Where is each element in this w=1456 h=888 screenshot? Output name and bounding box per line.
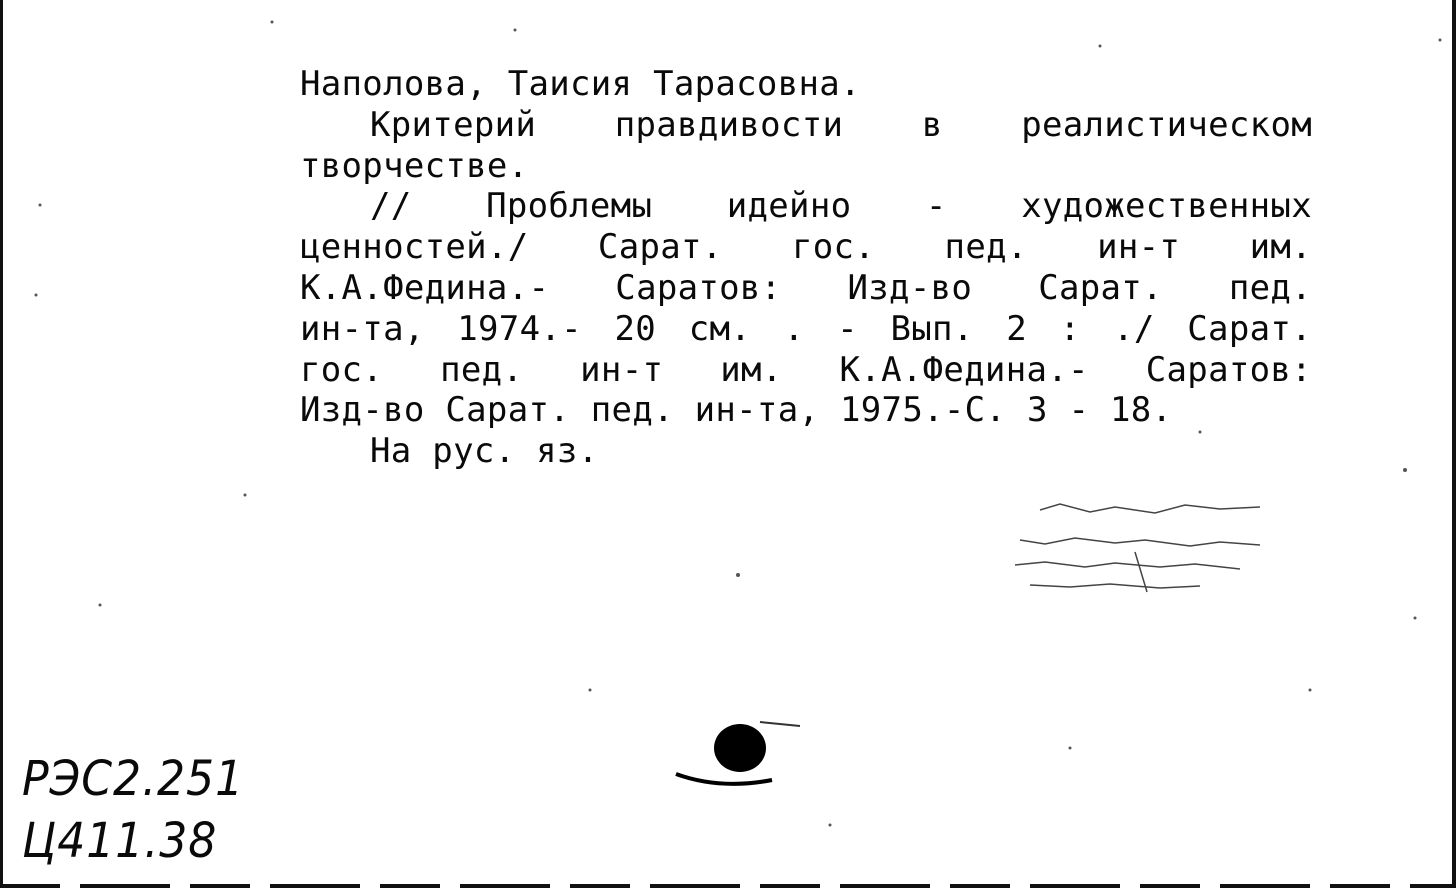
entry-word: пед. [440, 349, 524, 390]
entry-word: Саратов: [1145, 349, 1312, 390]
entry-word: Сарат. [597, 227, 723, 268]
entry-word: Изд-во [847, 267, 973, 308]
entry-word: см. [688, 308, 752, 349]
entry-word: // [370, 186, 412, 227]
entry-word: . [783, 308, 805, 349]
entry-word: 1974.- [457, 308, 582, 349]
entry-word: ценностей./ [300, 227, 529, 268]
entry-word: гос. [300, 349, 384, 390]
entry-word: реалистическом [1021, 104, 1312, 145]
entry-word: : [1059, 308, 1081, 349]
entry-word: К.А.Федина.- [300, 267, 550, 308]
entry-word: Сарат. [1187, 308, 1312, 349]
entry-word: идейно [726, 186, 852, 227]
dust-specks [35, 21, 1442, 827]
entry-word: ин-та, [300, 308, 425, 349]
entry-word: ин-т [580, 349, 664, 390]
entry-word: художественных [1021, 186, 1312, 227]
entry-word: 2 [1006, 308, 1028, 349]
entry-word: им. [1249, 227, 1312, 268]
ink-blot [714, 724, 766, 772]
entry-line: На рус. яз. [370, 431, 599, 472]
entry-word: правдивости [614, 104, 844, 145]
entry-word: Сарат. [1038, 267, 1163, 308]
call-number-line-2: Ц411.38 [22, 813, 218, 869]
entry-word: Критерий [370, 104, 537, 145]
entry-word: ./ [1113, 308, 1155, 349]
entry-word: - [837, 308, 858, 349]
blot-smear [676, 774, 772, 784]
entry-word: - [925, 186, 947, 227]
entry-word: им. [720, 349, 783, 390]
entry-word: пед. [1228, 267, 1312, 308]
entry-line: Наполова, Таисия Тарасовна. [300, 64, 861, 104]
entry-word: пед. [944, 227, 1028, 268]
entry-word: Проблемы [486, 186, 653, 227]
entry-word: Саратов: [615, 267, 782, 308]
entry-word: в [921, 104, 943, 145]
entry-word: гос. [792, 227, 876, 268]
entry-word: К.А.Федина.- [839, 349, 1089, 390]
entry-line: Изд-во Сарат. пед. ин-та, 1975.-С. 3 - 18. [300, 390, 1173, 431]
call-number-line-1: РЭС2.251 [22, 751, 245, 807]
entry-line: творчестве. [300, 145, 529, 186]
entry-word: 20 [614, 308, 657, 349]
entry-word: ин-т [1097, 227, 1181, 268]
entry-word: Вып. [890, 308, 974, 349]
erased-marks [1015, 504, 1260, 592]
